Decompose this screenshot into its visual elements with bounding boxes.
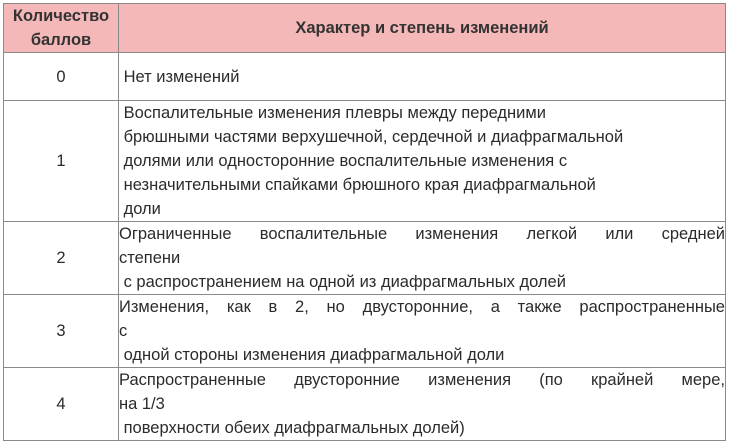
scoring-table xyxy=(3,3,726,441)
table-body xyxy=(4,53,726,441)
description-cell xyxy=(119,101,726,222)
score-cell: 4 xyxy=(4,368,119,441)
score-cell: 0 xyxy=(4,53,119,101)
description-line: на 1/3 xyxy=(119,395,165,413)
table-row xyxy=(4,295,726,368)
description-cell xyxy=(119,53,726,101)
description-line: незначительными спайками брюшного края диафрагмальной xyxy=(119,176,596,194)
description-line: Распространенные двусторонние изменения (по крайней мере, xyxy=(119,371,725,389)
description-line: долями или односторонние воспалительные изменения с xyxy=(119,152,568,170)
table-row xyxy=(4,53,726,101)
description-line: с распространением на одной из диафрагмальных долей xyxy=(119,273,566,291)
description-cell xyxy=(119,222,726,295)
score-cell: 3 xyxy=(4,295,119,368)
table-header xyxy=(4,4,726,53)
description-cell xyxy=(119,295,726,368)
score-cell: 1 xyxy=(4,101,119,222)
description-line: одной стороны изменения диафрагмальной доли xyxy=(119,346,505,364)
description-line: с xyxy=(119,322,128,340)
description-line: доли xyxy=(119,200,161,218)
description-line: брюшными частями верхушечной, сердечной и диафрагмальной xyxy=(119,128,624,146)
header-score: Количество баллов xyxy=(4,4,119,53)
header-description: Характер и степень изменений xyxy=(119,4,726,53)
table-row xyxy=(4,368,726,441)
description-line: Ограниченные воспалительные изменения легкой или средней xyxy=(119,225,725,243)
description-line: поверхности обеих диафрагмальных долей) xyxy=(119,419,465,437)
description-cell xyxy=(119,368,726,441)
table-row xyxy=(4,222,726,295)
description-line: Нет изменений xyxy=(119,67,240,86)
description-line: Воспалительные изменения плевры между передними xyxy=(119,104,546,122)
description-line: степени xyxy=(119,249,181,267)
table-row xyxy=(4,101,726,222)
score-cell: 2 xyxy=(4,222,119,295)
description-line: Изменения, как в 2, но двусторонние, а также распространенные xyxy=(119,298,725,316)
header-row xyxy=(4,4,726,53)
